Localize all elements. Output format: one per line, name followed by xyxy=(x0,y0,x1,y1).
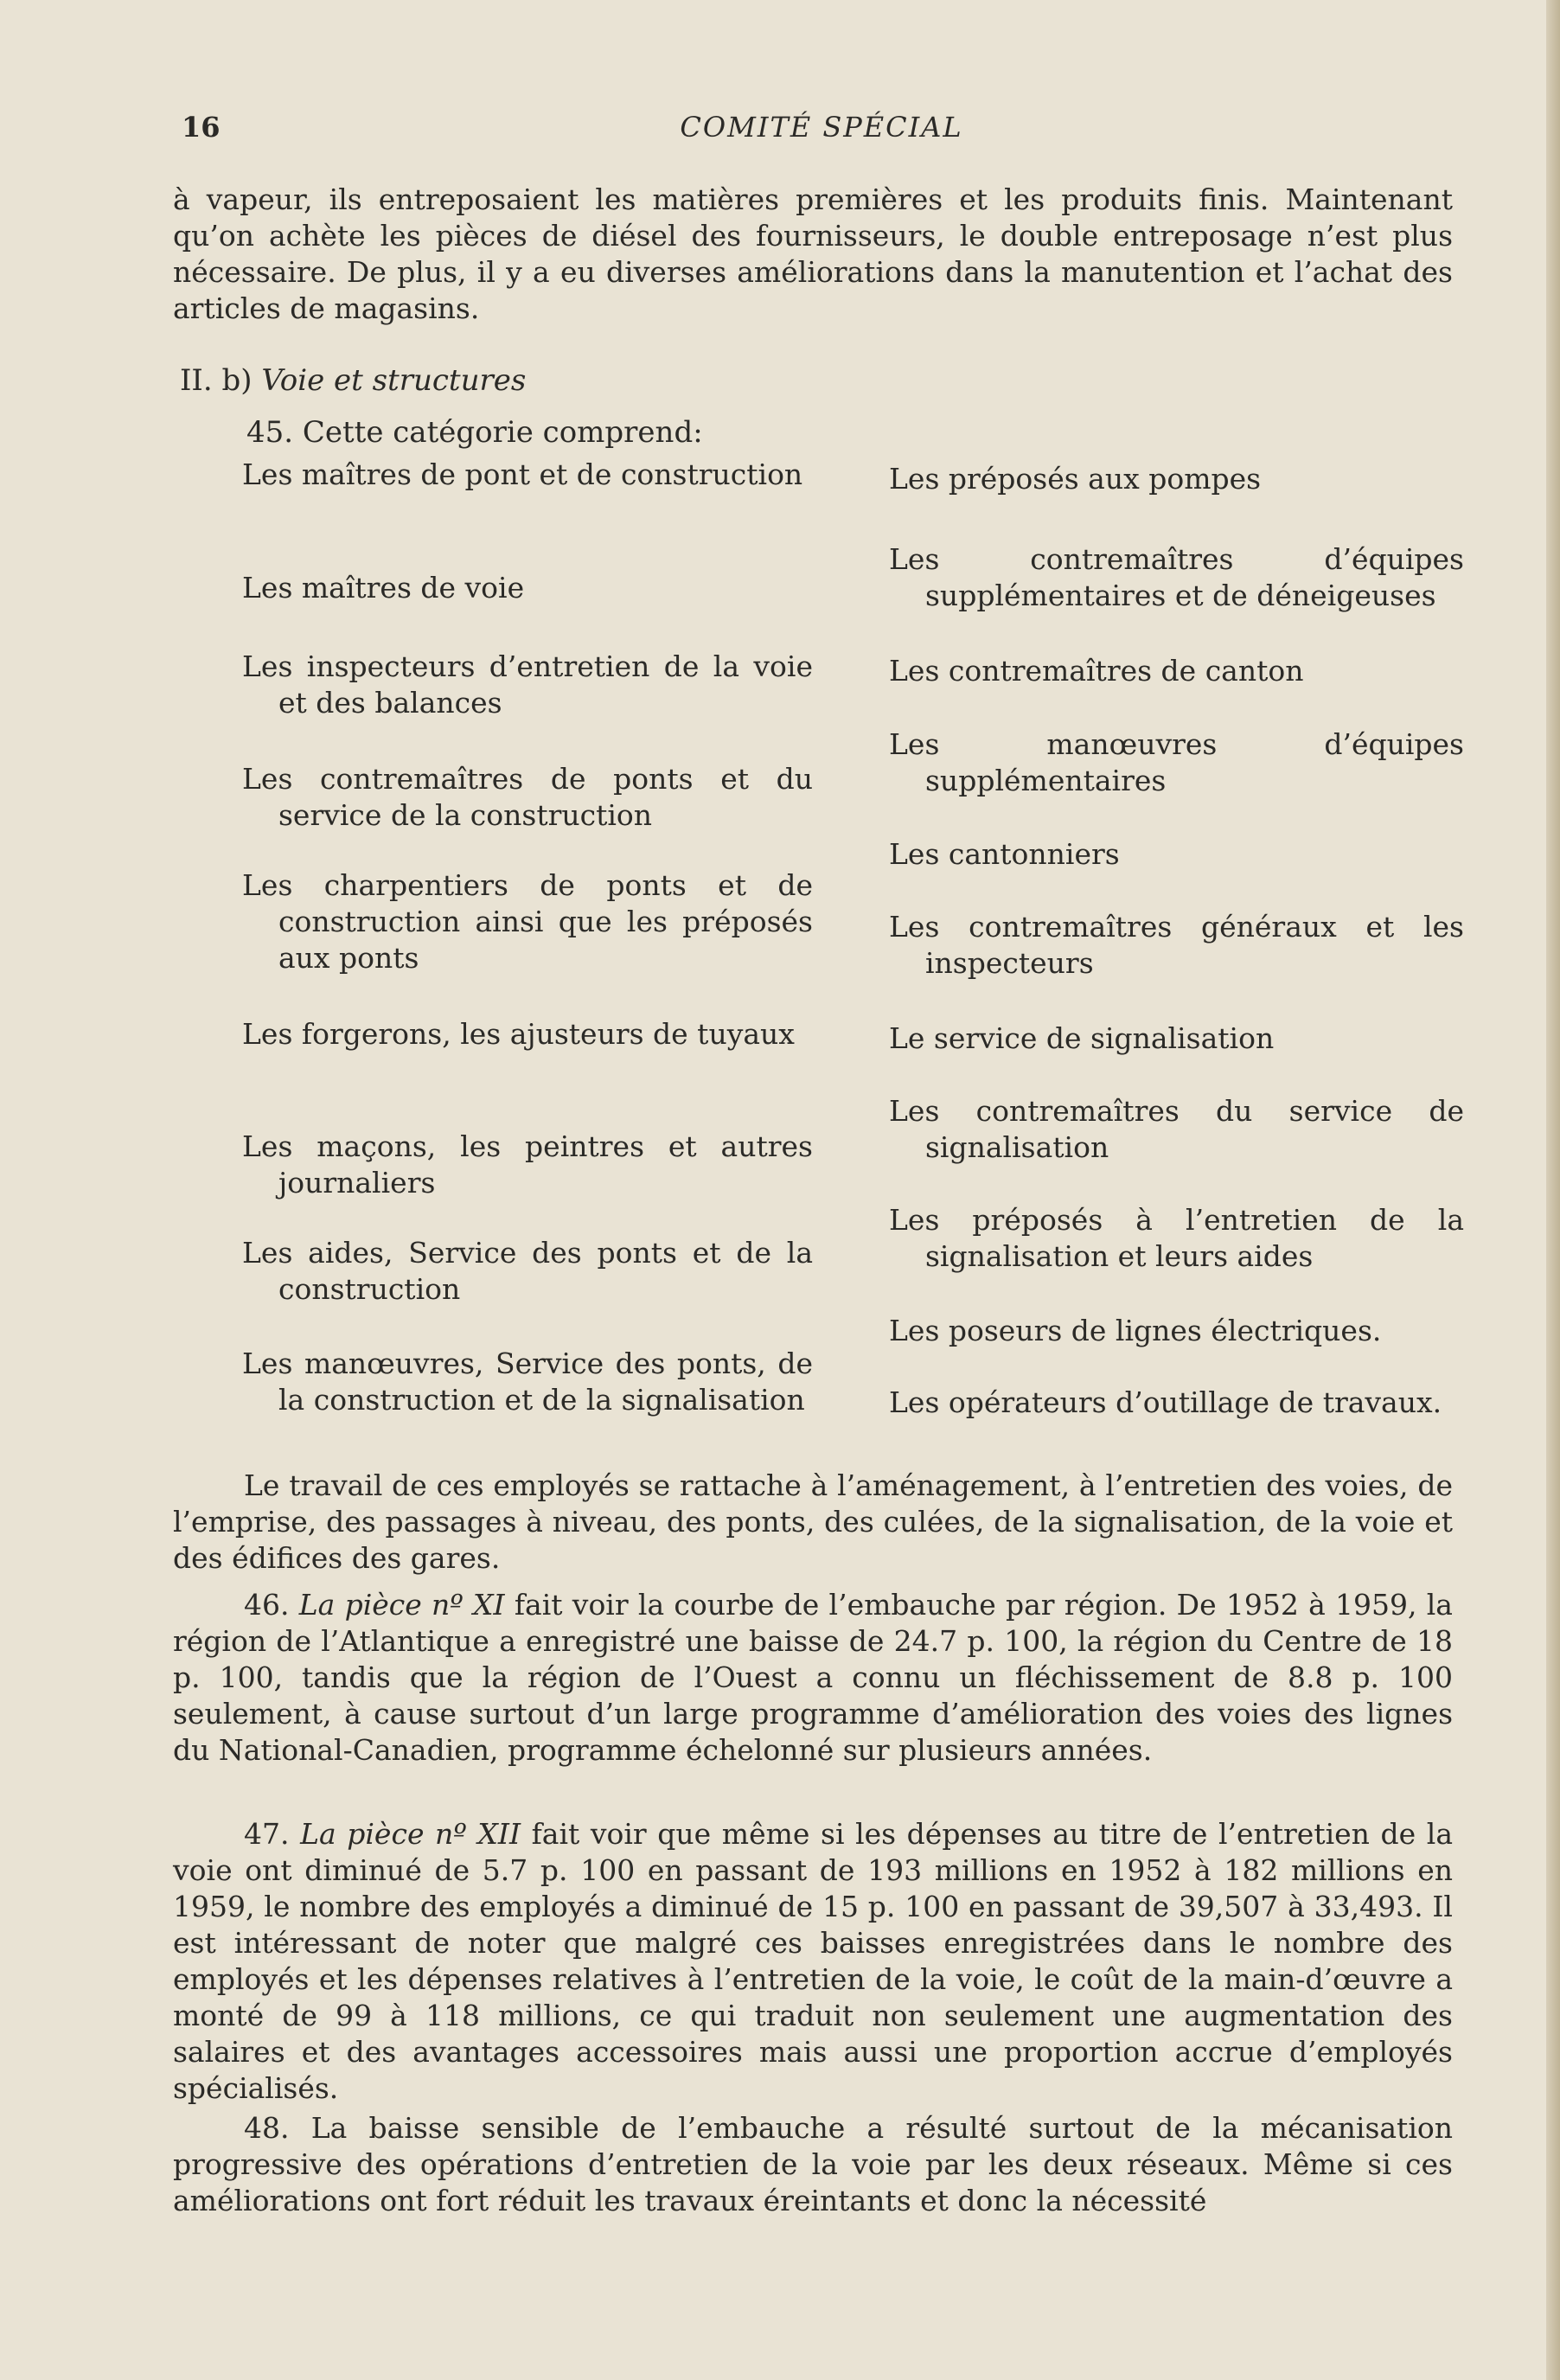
work-paragraph: Le travail de ces employés se rattache à l’aménagement, à l’entretien des voies, de l’emprise, des passages à niveau, des ponts, des culées, de la signalisation, de la voie et des édifices des gares. xyxy=(173,1468,1453,1575)
list-item: Les inspecteurs d’entretien de la voie et des balances xyxy=(242,649,813,720)
exhibit-reference: La pièce nº XII xyxy=(300,1817,521,1851)
list-item: Les préposés à l’entretien de la signalisation et leurs aides xyxy=(889,1203,1464,1273)
list-item: Les contremaîtres de canton xyxy=(889,654,1304,688)
list-item: Les charpentiers de ponts et de construction ainsi que les préposés aux ponts xyxy=(242,868,813,975)
list-item: Le service de signalisation xyxy=(889,1021,1275,1055)
para-47-number: 47. xyxy=(244,1817,290,1851)
para-46-text: fait voir la courbe de l’embauche par région. De 1952 à 1959, la région de l’Atlantique a enregistré une baisse de 24.7 p. 100, la région du Centre de 18 p. 100, tandis que la région de l’Ouest a connu un fléchissement de 8.8 p. 100 seulement, à cause surtout d’un large programme d’amélioration des voies des lignes du National-Canadien, programme échelonné sur plusieurs années. xyxy=(173,1588,1453,1767)
list-item: Les préposés aux pompes xyxy=(889,462,1262,496)
list-item: Les opérateurs d’outillage de travaux. xyxy=(889,1385,1442,1419)
list-item: Les maîtres de pont et de construction xyxy=(242,457,803,491)
page-edge xyxy=(1546,0,1560,2380)
list-item: Les manœuvres, Service des ponts, de la construction et de la signalisation xyxy=(242,1347,813,1417)
para-45-intro: 45. Cette catégorie comprend: xyxy=(246,415,703,450)
list-item: Les contremaîtres du service de signalisation xyxy=(889,1094,1464,1164)
list-item: Les contremaîtres d’équipes supplémentaires et de déneigeuses xyxy=(889,542,1464,612)
para-48: 48. La baisse sensible de l’embauche a résulté surtout de la mécanisation progressive des opérations d’entretien de la voie par les deux réseaux. Même si ces améliorations ont fort réduit les travaux éreintants et donc la nécessité xyxy=(173,2111,1453,2217)
list-item: Les manœuvres d’équipes supplémentaires xyxy=(889,727,1464,797)
para-46-number: 46. xyxy=(244,1588,290,1622)
list-item: Les poseurs de lignes électriques. xyxy=(889,1314,1382,1347)
para-47 xyxy=(173,1816,1453,2107)
section-number: II. b) xyxy=(180,363,253,398)
list-item: Les maçons, les peintres et autres journaliers xyxy=(242,1129,813,1200)
list-item: Les contremaîtres de ponts et du service de la construction xyxy=(242,762,813,832)
list-item: Les maîtres de voie xyxy=(242,571,525,605)
exhibit-reference: La pièce nº XI xyxy=(298,1588,505,1622)
para-46 xyxy=(173,1587,1453,1769)
list-item: Les aides, Service des ponts et de la construction xyxy=(242,1236,813,1306)
page-number: 16 xyxy=(182,111,221,144)
intro-paragraph: à vapeur, ils entreposaient les matières premières et les produits finis. Maintenant qu’on achète les pièces de diésel des fournisseurs, le double entreposage n’est plus nécessaire. De plus, il y a eu diverses améliorations dans la manutention et l’achat des articles de magasins. xyxy=(173,182,1453,325)
list-item: Les cantonniers xyxy=(889,837,1120,871)
section-title: Voie et structures xyxy=(261,363,527,398)
list-item: Les forgerons, les ajusteurs de tuyaux xyxy=(242,1017,795,1051)
para-47-text: fait voir que même si les dépenses au titre de l’entretien de la voie ont diminué de 5.7 p. 100 en passant de 193 millions en 1952 à 182 millions en 1959, le nombre des employés a diminué de 15 p. 100 en passant de 39,507 à 33,493. Il est intéressant de noter que malgré ces baisses enregistrées dans le nombre des employés et les dépenses relatives à l’entretien de la voie, le coût de la main-d’œuvre a monté de 99 à 118 millions, ce qui traduit non seulement une augmentation des salaires et des avantages accessoires mais aussi une proportion accrue d’employés spécialisés. xyxy=(173,1817,1453,2105)
section-heading xyxy=(180,363,526,398)
page-header xyxy=(182,104,1461,156)
running-head: COMITÉ SPÉCIAL xyxy=(680,111,963,144)
list-item: Les contremaîtres généraux et les inspecteurs xyxy=(889,910,1464,980)
